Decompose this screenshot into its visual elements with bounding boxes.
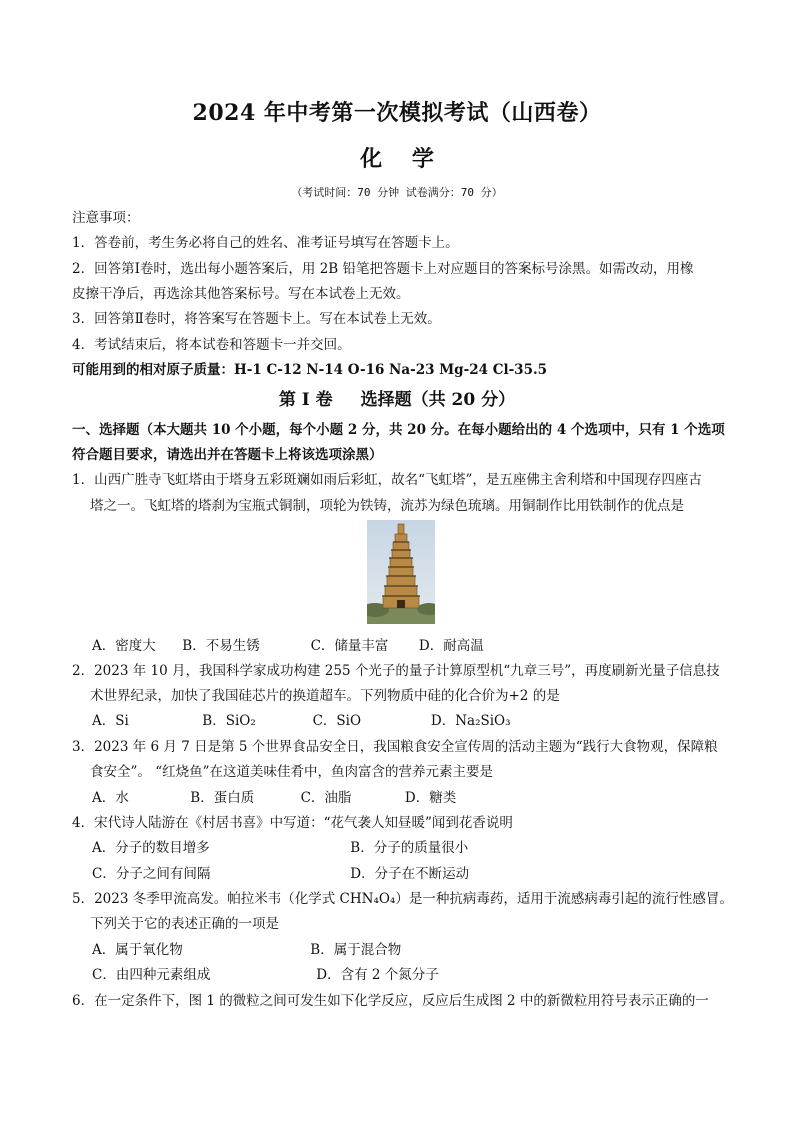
option-d[interactable]: D．分子在不断运动	[350, 866, 470, 882]
section-heading	[0, 385, 794, 410]
question-2-line: 术世界纪录，加快了我国硅芯片的换道超车。下列物质中硅的化合价为+2 的是	[90, 688, 560, 704]
instruction-line: 一、选择题（本大题共 10 个小题，每个小题 2 分，共 20 分。在每小题给出的 4 个选项中，只有 1 个选项	[72, 422, 725, 438]
subject-title: 化 学	[360, 146, 434, 172]
question-1-line: 1．山西广胜寺飞虹塔由于塔身五彩斑斓如雨后彩虹，故名“飞虹塔”，是五座佛主舍利塔和中国现存四座古	[72, 472, 702, 488]
option-a[interactable]: A．Si	[92, 713, 129, 729]
question-2-options	[92, 711, 511, 731]
question-3-options	[92, 788, 456, 808]
question-2-line: 2．2023 年 10 月，我国科学家成功构建 255 个光子的量子计算原型机“九章三号”，再度刷新光量子信息技	[72, 663, 720, 679]
exam-title: 2024 年中考第一次模拟考试（山西卷）	[192, 100, 602, 126]
option-b[interactable]: B．不易生锈	[182, 638, 260, 654]
question-3-line: 3．2023 年 6 月 7 日是第 5 个世界食品安全日，我国粮食安全宣传周的活动主题为“践行大食物观，保障粮	[72, 739, 718, 755]
section-part: 第 I 卷	[278, 390, 333, 410]
question-5-line: 下列关于它的表述正确的一项是	[90, 916, 279, 932]
option-b[interactable]: B．SiO₂	[202, 713, 256, 729]
option-d[interactable]: D．糖类	[404, 790, 457, 806]
question-4-options-row1	[92, 838, 468, 858]
exam-meta: （考试时间：70 分钟 试卷满分：70 分）	[291, 186, 503, 199]
question-5-options-row1	[92, 940, 401, 960]
notes-item: 3．回答第Ⅱ卷时，将答案写在答题卡上。写在本试卷上无效。	[72, 311, 441, 327]
question-5-options-row2	[92, 965, 439, 985]
option-c[interactable]: C．由四种元素组成	[92, 967, 211, 983]
question-6-line: 6．在一定条件下，图 1 的微粒之间可发生如下化学反应，反应后生成图 2 中的新微粒用符号表示正确的一	[72, 993, 709, 1009]
notes-item: 皮擦干净后，再选涂其他答案标号。写在本试卷上无效。	[72, 286, 410, 302]
instruction-line: 符合题目要求，请选出并在答题卡上将该选项涂黑）	[72, 447, 383, 463]
option-a[interactable]: A．密度大	[92, 638, 156, 654]
question-4-options-row2	[92, 864, 469, 884]
option-d[interactable]: D．含有 2 个氮分子	[316, 967, 439, 983]
notes-item: 4．考试结束后，将本试卷和答题卡一并交回。	[72, 337, 351, 353]
section-name: 选择题（共 20 分）	[360, 390, 516, 410]
option-b[interactable]: B．属于混合物	[310, 942, 402, 958]
question-1-options	[92, 636, 484, 656]
option-b[interactable]: B．分子的质量很小	[350, 840, 469, 856]
option-a[interactable]: A．属于氧化物	[92, 942, 183, 958]
question-4-line: 4．宋代诗人陆游在《村居书喜》中写道：“花气袭人知昼暖”闻到花香说明	[72, 815, 513, 831]
option-d[interactable]: D．耐高温	[418, 638, 484, 654]
notes-item: 1．答卷前，考生务必将自己的姓名、准考证号填写在答题卡上。	[72, 235, 459, 251]
pagoda-photo	[367, 520, 435, 624]
option-a[interactable]: A．水	[92, 790, 129, 806]
notes-item: 2．回答第Ⅰ卷时，选出每小题答案后，用 2B 铅笔把答题卡上对应题目的答案标号涂黑。如需改动，用橡	[72, 261, 694, 277]
atomic-masses: 可能用到的相对原子质量：H-1 C-12 N-14 O-16 Na-23 Mg-24 Cl-35.5	[72, 362, 548, 378]
option-c[interactable]: C．SiO	[312, 713, 362, 729]
option-c[interactable]: C．分子之间有间隔	[92, 866, 211, 882]
option-d[interactable]: D．Na₂SiO₃	[430, 713, 511, 729]
question-1-line: 塔之一。飞虹塔的塔刹为宝瓶式铜制，项轮为铁铸，流苏为绿色琉璃。用铜制作比用铁制作的优点是	[90, 498, 684, 514]
option-c[interactable]: C．油脂	[300, 790, 352, 806]
option-a[interactable]: A．分子的数目增多	[92, 840, 210, 856]
question-5-line: 5．2023 冬季甲流高发。帕拉米韦（化学式 CHN₄O₄）是一种抗病毒药，适用于流感病毒引起的流行性感冒。	[72, 891, 733, 907]
option-c[interactable]: C．储量丰富	[310, 638, 389, 654]
question-3-line: 食安全”。 “红烧鱼”在这道美味佳肴中，鱼肉富含的营养元素主要是	[90, 764, 493, 780]
option-b[interactable]: B．蛋白质	[190, 790, 255, 806]
notes-heading: 注意事项：	[72, 210, 140, 226]
